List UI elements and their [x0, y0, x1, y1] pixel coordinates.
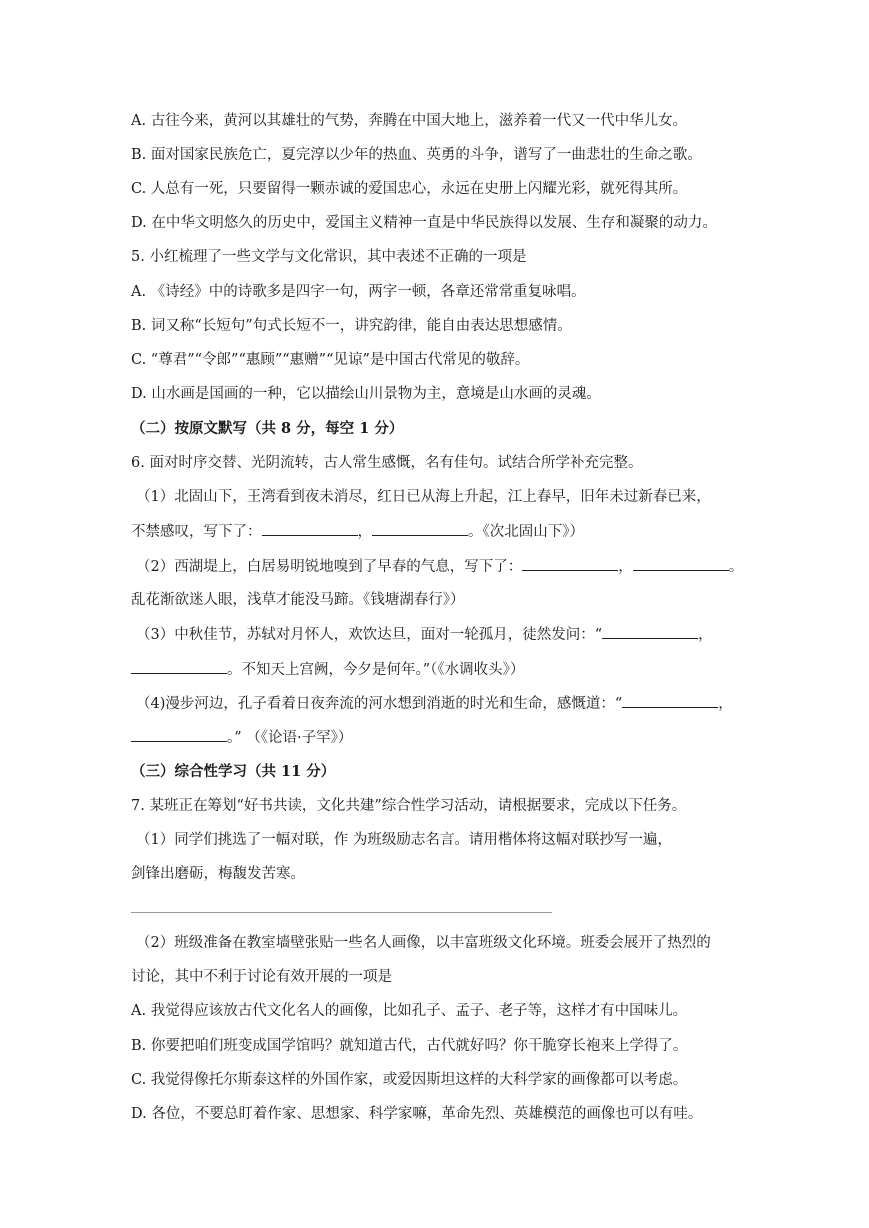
- q4-option-b: B. 面对国家民族危亡，夏完淳以少年的热血、英勇的斗争，谱写了一曲悲壮的生命之歌。: [131, 147, 702, 163]
- q6-stem: 6. 面对时序交替、光阴流转，古人常生感慨，名有佳句。试结合所学补充完整。: [131, 455, 643, 471]
- answer-blank[interactable]: [262, 521, 358, 536]
- q7-option-b: B. 你要把咱们班变成国学馆吗？就知道古代，古代就好吗？你干脆穿长袍来上学得了。: [131, 1038, 688, 1054]
- q4-option-a: A. 古往今来，黄河以其雄壮的气势，奔腾在中国大地上，滋养着一代又一代中华儿女。: [131, 113, 688, 129]
- q4-option-c: C. 人总有一死，只要留得一颗赤诚的爱国忠心，永远在史册上闪耀光彩，就死得其所。: [131, 181, 688, 197]
- answer-blank[interactable]: [633, 556, 729, 571]
- q6-part1-prompt: 不禁感叹，写下了：: [131, 524, 262, 540]
- q6-part4-source: 。” （《论语·子罕》）: [227, 730, 353, 746]
- q5-stem: 5. 小红梳理了一些文学与文化常识，其中表述不正确的一项是: [131, 249, 527, 265]
- q4-option-d: D. 在中华文明悠久的历史中，爱国主义精神一直是中华民族得以发展、生存和凝聚的动力。: [131, 215, 717, 231]
- q6-part1-line2: [131, 521, 584, 542]
- q6-part4-separator: ，: [718, 696, 733, 712]
- q7-part1-line1: （1）同学们挑选了一幅对联，作 为班级励志名言。请用楷体将这幅对联抄写一遍，: [136, 832, 672, 848]
- q7-option-c: C. 我觉得像托尔斯泰这样的外国作家，或爱因斯坦这样的大科学家的画像都可以考虑。: [131, 1072, 688, 1088]
- q6-part2-separator: ，: [618, 559, 633, 575]
- q6-part3-prompt: （3）中秋佳节，苏轼对月怀人，欢饮达旦，面对一轮孤月，徒然发问：“: [136, 627, 603, 643]
- q6-part2-prompt: （2）西湖堤上，白居易明锐地嗅到了早春的气息，写下了：: [136, 559, 523, 575]
- q6-part1-line1: （1）北固山下，王湾看到夜未消尽，红日已从海上升起，江上春早，旧年未过新春已来，: [136, 489, 711, 505]
- answer-blank[interactable]: [131, 659, 227, 674]
- handwriting-answer-line[interactable]: [131, 912, 552, 913]
- q7-part2-line2: 讨论，其中不利于讨论有效开展的一项是: [131, 969, 392, 985]
- q5-option-b: B. 词又称“长短句”句式长短不一，讲究韵律，能自由表达思想感情。: [131, 318, 572, 334]
- q5-option-d: D. 山水画是国画的一种，它以描绘山川景物为主，意境是山水画的灵魂。: [131, 386, 601, 402]
- q6-part3-source: 。不知天上宫阙，今夕是何年。”（《水调收头》）: [227, 662, 525, 678]
- answer-blank[interactable]: [602, 624, 698, 639]
- q6-part3-separator: ，: [698, 627, 713, 643]
- q6-part3-line2: [131, 659, 524, 680]
- q7-option-d: D. 各位，不要总盯着作家、思想家、科学家嘛，革命先烈、英雄模范的画像也可以有哇。: [131, 1106, 703, 1122]
- q6-part4-line2: [131, 727, 352, 748]
- q6-part2-line1: [136, 556, 743, 577]
- answer-blank[interactable]: [522, 556, 618, 571]
- q6-part1-source: 。《次北固山下》）: [468, 524, 584, 540]
- q7-couplet: 剑锋出磨砺，梅馥发苦寒。: [131, 866, 305, 882]
- q5-option-a: A. 《诗经》中的诗歌多是四字一句，两字一顿，各章还常常重复咏唱。: [131, 284, 586, 300]
- section-3-heading: （三）综合性学习（共 11 分）: [131, 763, 336, 780]
- q7-stem: 7. 某班正在筹划“好书共读，文化共建”综合性学习活动，请根据要求，完成以下任务。: [131, 798, 687, 814]
- q6-part1-separator: ，: [357, 524, 372, 540]
- answer-blank[interactable]: [131, 727, 227, 742]
- q7-option-a: A. 我觉得应该放古代文化名人的画像，比如孔子、孟子、老子等，这样才有中国味儿。: [131, 1003, 688, 1019]
- q6-part4-prompt: （4)漫步河边，孔子看着日夜奔流的河水想到消逝的时光和生命，感慨道：“: [136, 696, 623, 712]
- answer-blank[interactable]: [372, 521, 468, 536]
- q6-part3-line1: [136, 624, 713, 645]
- q5-option-c: C. “尊君”“令郎”“惠顾”“惠赠”“见谅”是中国古代常见的敬辞。: [131, 352, 530, 368]
- q6-part2-end: 。: [728, 559, 744, 575]
- q6-part2-line2: 乱花渐欲迷人眼，浅草才能没马蹄。《钱塘湖春行》）: [131, 592, 465, 608]
- q7-part2-line1: （2）班级准备在教室墙壁张贴一些名人画像，以丰富班级文化环境。班委会展开了热烈的: [136, 935, 711, 951]
- answer-blank[interactable]: [622, 693, 718, 708]
- section-2-heading: （二）按原文默写（共 8 分，每空 1 分）: [131, 420, 404, 437]
- q6-part4-line1: [136, 693, 733, 714]
